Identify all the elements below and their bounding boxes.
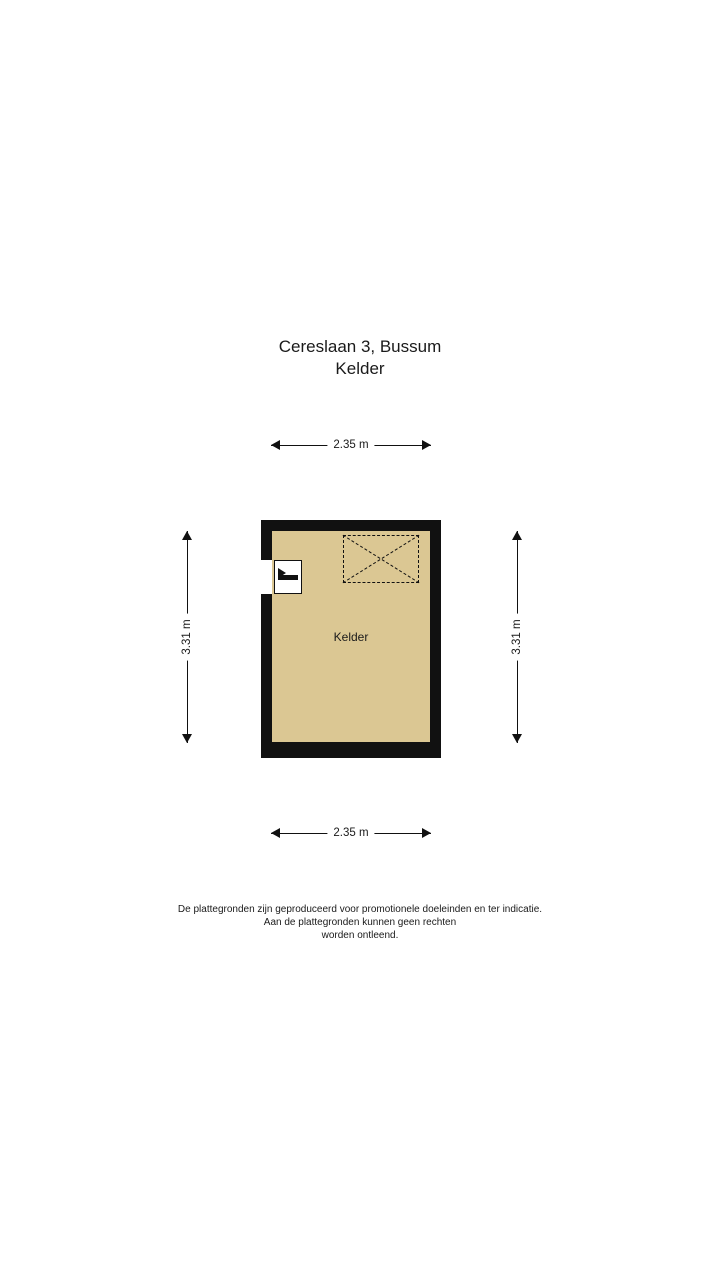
arrow-down-icon [182, 734, 192, 743]
arrow-up-icon [182, 531, 192, 540]
dimension-bottom-label: 2.35 m [327, 826, 374, 840]
property-address: Cereslaan 3, Bussum [278, 337, 442, 356]
room-label: Kelder [333, 630, 369, 644]
arrow-up-icon [512, 531, 522, 540]
dimension-right-label: 3.31 m [510, 613, 524, 660]
arrow-right-icon [422, 828, 431, 838]
disclaimer-line-3: worden ontleend. [321, 930, 399, 941]
arrow-right-icon [422, 440, 431, 450]
dimension-right [510, 531, 524, 743]
disclaimer [0, 903, 720, 942]
door-leaf [278, 575, 298, 580]
disclaimer-line-2: Aan de plattegronden kunnen geen rechten [263, 917, 457, 928]
arrow-down-icon [512, 734, 522, 743]
arrow-left-icon [271, 440, 280, 450]
stair-hatch-symbol [343, 535, 419, 583]
door-icon [274, 560, 302, 594]
disclaimer-line-1: De plattegronden zijn geproduceerd voor promotionele doeleinden en ter indicatie. [177, 904, 543, 915]
door-opening [261, 560, 272, 594]
arrow-left-icon [271, 828, 280, 838]
dimension-bottom [271, 826, 431, 840]
dimension-left-label: 3.31 m [180, 613, 194, 660]
dimension-left [180, 531, 194, 743]
floor-name: Kelder [335, 359, 385, 378]
dimension-top-label: 2.35 m [327, 438, 374, 452]
dimension-top [271, 438, 431, 452]
